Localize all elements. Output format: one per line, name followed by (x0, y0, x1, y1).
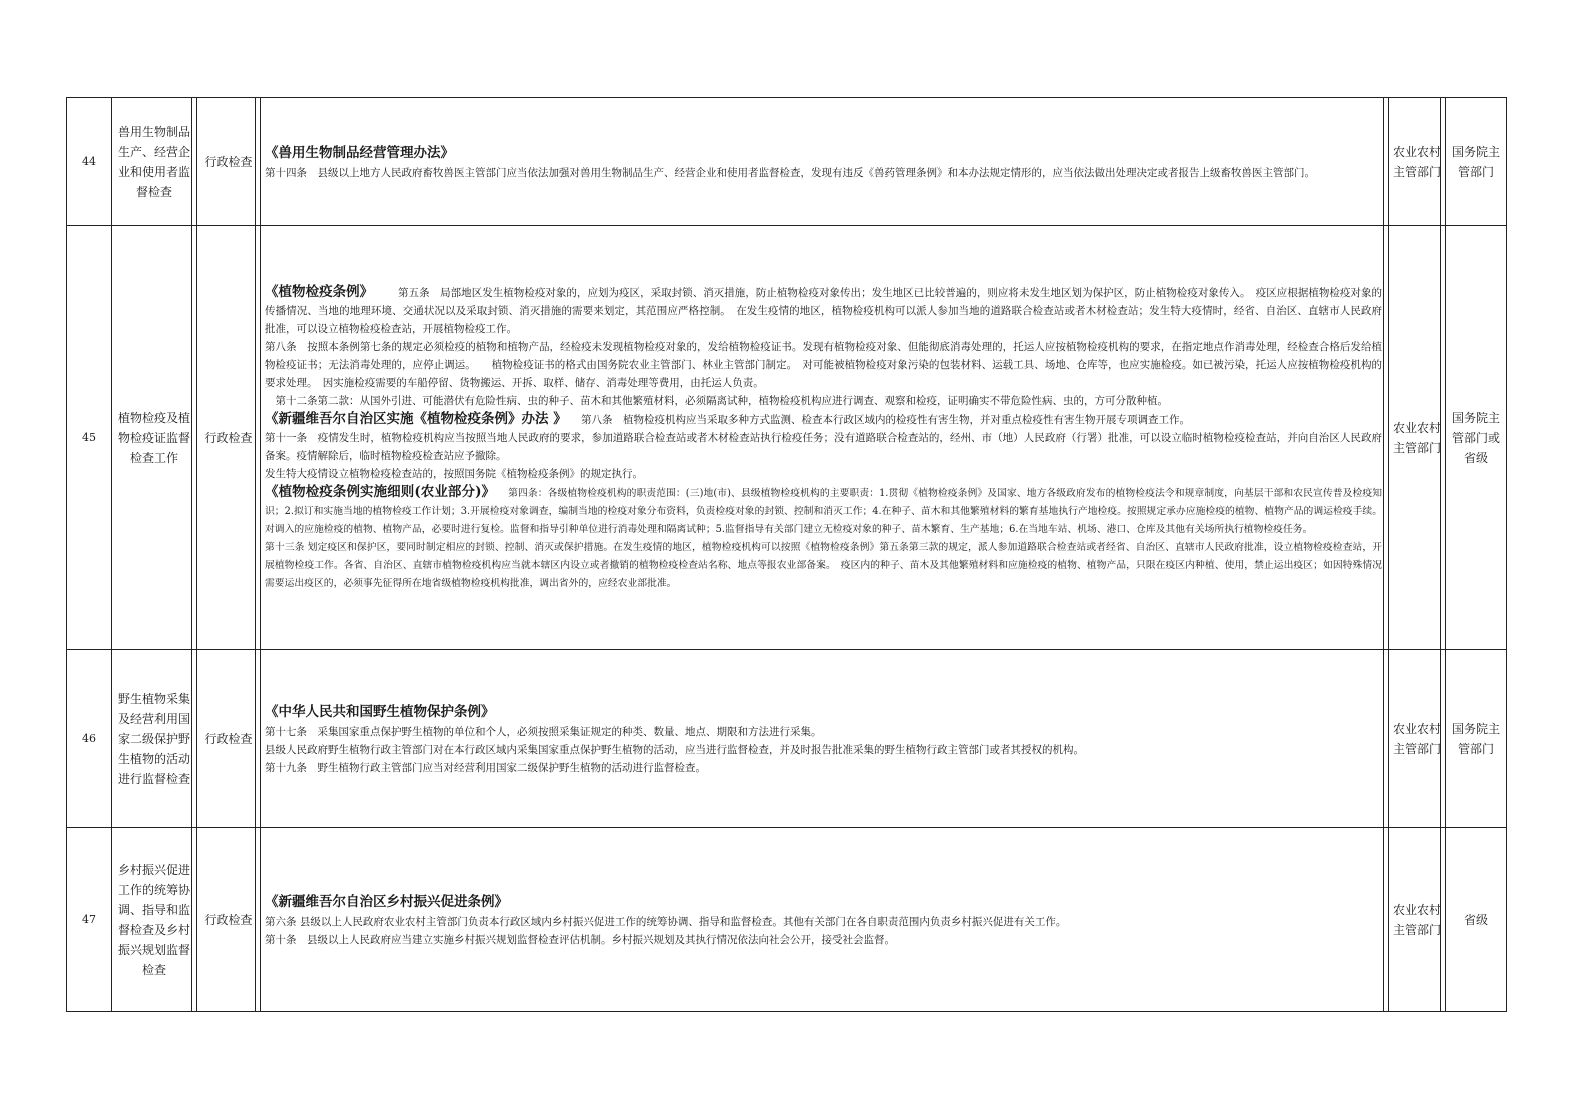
table-row (66, 828, 1507, 1012)
law-title: 《新疆维吾尔自治区乡村振兴促进条例》 (265, 893, 508, 910)
article-text: 第八条 植物检疫机构应当采取多种方式监测、检查本行政区域内的检疫性有害生物，并对重点检疫性有害生物开展专项调查工作。 (559, 413, 1190, 426)
responsible-department: 农业农村主管部门 (1389, 226, 1446, 650)
article-text: 第六条 县级以上人民政府农业农村主管部门负责本行政区域内乡村振兴促进工作的统筹协调、指导和监督检查。其他有关部门在各自职责范围内负责乡村振兴促进有关工作。 (265, 915, 1067, 928)
responsible-department: 农业农村主管部门 (1389, 650, 1446, 828)
matter-name: 乡村振兴促进工作的统筹协调、指导和监督检查及乡村振兴规划监督检查 (112, 828, 197, 1012)
legal-paragraph (265, 759, 1382, 777)
table-row (66, 97, 1507, 226)
table-row (66, 650, 1507, 828)
legal-paragraph (265, 410, 1382, 429)
legal-paragraph (265, 723, 1382, 741)
responsible-department: 农业农村主管部门 (1389, 828, 1446, 1012)
law-title: 《兽用生物制品经营管理办法》 (265, 144, 454, 161)
article-text: 第十七条 采集国家重点保护野生植物的单位和个人，必须按照采集证规定的种类、数量、地点、期限和方法进行采集。 (265, 725, 822, 738)
article-text: 第十三条 划定疫区和保护区，要同时制定相应的封锁、控制、消灭或保护措施。在发生疫情的地区，植物检疫机构可以按照《植物检疫条例》第五条第三款的规定，派人参加道路联合检查站或者经省、自治区、直辖市人民政府批准，设立植物检疫检查站，开展植物检疫工作。各省、自治区、直辖市植物检疫机构应当就本辖区内设立或者撤销的植物检疫检查站名称、地点等报农业部备案。 疫区内的种子、苗木及其他繁殖材料和应施检疫的植物、植物产品，只限在疫区内种植、使用，禁止运出疫区；如因特殊情况需要运出疫区的，必须事先征得所在地省级植物检疫机构批准，调出省外的，应经农业部批准。 (265, 541, 1382, 589)
check-type: 行政检查 (197, 650, 261, 828)
legal-paragraph (265, 465, 1382, 483)
legal-paragraph (265, 338, 1382, 392)
approval-level: 省级 (1446, 828, 1507, 1012)
row-number: 45 (66, 226, 112, 650)
approval-level: 国务院主管部门 (1446, 97, 1507, 226)
legal-paragraph (265, 164, 1382, 182)
matter-name: 野生植物采集及经营利用国家二级保护野生植物的活动进行监督检查 (112, 650, 197, 828)
approval-level: 国务院主管部门 (1446, 650, 1507, 828)
article-text: 第十一条 疫情发生时，植物检疫机构应当按照当地人民政府的要求，参加道路联合检查站或者木材检查站执行检疫任务；没有道路联合检查站的，经州、市（地）人民政府（行署）批准，可以设立临时植物检疫检查站，并向自治区人民政府备案。疫情解除后，临时植物检疫检查站应予撤除。 (265, 431, 1382, 462)
legal-basis (261, 828, 1389, 1012)
article-text: 第四条：各级植物检疫机构的职责范围：(三)地(市)、县级植物检疫机构的主要职责：1.贯彻《植物检疫条例》及国家、地方各级政府发布的植物检疫法令和规章制度，向基层干部和农民宣传普及检疫知识；2.拟订和实施当地的植物检疫工作计划；3.开展检疫对象调查，编制当地的检疫对象分布资料，负责检疫对象的封锁、控制和消灭工作；4.在种子、苗木和其他繁殖材料的繁育基地执行产地检疫。按照规定承办应施检疫的植物、植物产品的调运检疫手续。对调入的应施检疫的植物、植物产品，必要时进行复检。监督和指导引种单位进行消毒处理和隔离试种；5.监督指导有关部门建立无检疫对象的种子、苗木繁育、生产基地；6.在当地车站、机场、港口、仓库及其他有关场所执行植物检疫任务。 (265, 487, 1382, 535)
article-text: 第八条 按照本条例第七条的规定必须检疫的植物和植物产品，经检疫未发现植物检疫对象的，发给植物检疫证书。发现有植物检疫对象、但能彻底消毒处理的，托运人应按植物检疫机构的要求，在指定地点作消毒处理，经检查合格后发给植物检疫证书；无法消毒处理的，应停止调运。 植物检疫证书的格式由国务院农业主管部门、林业主管部门制定。 对可能被植物检疫对象污染的包装材料、运载工具、场地、仓库等，也应实施检疫。如已被污染，托运人应按植物检疫机构的要求处理。 因实施检疫需要的车船停留、货物搬运、开拆、取样、储存、消毒处理等费用，由托运人负责。 (265, 340, 1382, 389)
legal-paragraph (265, 741, 1382, 759)
check-type: 行政检查 (197, 97, 261, 226)
article-text: 第十条 县级以上人民政府应当建立实施乡村振兴规划监督检查评估机制。乡村振兴规划及其执行情况依法向社会公开，接受社会监督。 (265, 933, 895, 946)
legal-paragraph (265, 701, 1382, 723)
table-row (66, 226, 1507, 650)
check-type: 行政检查 (197, 828, 261, 1012)
article-text: 第五条 局部地区发生植物检疫对象的，应划为疫区，采取封锁、消灭措施，防止植物检疫对象传出；发生地区已比较普遍的，则应将未发生地区划为保护区，防止植物检疫对象传入。 疫区应根据植物检疫对象的传播情况、当地的地理环境、交通状况以及采取封锁、消灭措施的需要来划定，其范围应严格控制。 在发生疫情的地区，植物检疫机构可以派人参加当地的道路联合检查站或者木材检查站；发生特大疫情时，经省、自治区、直辖市人民政府批准，可以设立植物检疫检查站，开展植物检疫工作。 (265, 286, 1383, 335)
law-title: 《新疆维吾尔自治区实施《植物检疫条例》办法 》 (265, 410, 560, 427)
article-text: 第十四条 县级以上地方人民政府畜牧兽医主管部门应当依法加强对兽用生物制品生产、经营企业和使用者监督检查，发现有违反《兽药管理条例》和本办法规定情形的，应当依法做出处理决定或者报告上级畜牧兽医主管部门。 (265, 166, 1315, 179)
legal-paragraph (265, 913, 1382, 931)
article-text: 县级人民政府野生植物行政主管部门对在本行政区域内采集国家重点保护野生植物的活动，应当进行监督检查，并及时报告批准采集的野生植物行政主管部门或者其授权的机构。 (265, 743, 1084, 756)
legal-paragraph (265, 392, 1382, 410)
article-text: 发生特大疫情设立植物检疫检查站的，按照国务院《植物检疫条例》的规定执行。 (265, 467, 643, 480)
law-title: 《植物检疫条例实施细则(农业部分)》 (265, 483, 489, 500)
legal-paragraph (265, 539, 1382, 593)
legal-paragraph (265, 891, 1382, 913)
regulation-table (66, 97, 1507, 1012)
article-text: 第十九条 野生植物行政主管部门应当对经营利用国家二级保护野生植物的活动进行监督检查。 (265, 761, 706, 774)
legal-paragraph (265, 142, 1382, 164)
article-text: 第十二条第二款：从国外引进、可能潜伏有危险性病、虫的种子、苗木和其他繁殖材料，必须隔离试种，植物检疫机构应进行调查、观察和检疫，证明确实不带危险性病、虫的，方可分散种植。 (265, 394, 1168, 407)
check-type: 行政检查 (197, 226, 261, 650)
row-number: 44 (66, 97, 112, 226)
law-title: 《中华人民共和国野生植物保护条例》 (265, 703, 495, 720)
row-number: 46 (66, 650, 112, 828)
approval-level: 国务院主管部门或省级 (1446, 226, 1507, 650)
table-body (66, 97, 1507, 1012)
matter-name: 兽用生物制品生产、经营企业和使用者监督检查 (112, 97, 197, 226)
matter-name: 植物检疫及植物检疫证监督检查工作 (112, 226, 197, 650)
legal-basis (261, 226, 1389, 650)
legal-paragraph (265, 931, 1382, 949)
legal-paragraph (265, 283, 1382, 338)
legal-basis (261, 650, 1389, 828)
document-page (66, 97, 1507, 1012)
responsible-department: 农业农村主管部门 (1389, 97, 1446, 226)
legal-paragraph (265, 483, 1382, 539)
law-title: 《植物检疫条例》 (265, 283, 367, 300)
legal-basis (261, 97, 1389, 226)
legal-paragraph (265, 429, 1382, 465)
row-number: 47 (66, 828, 112, 1012)
